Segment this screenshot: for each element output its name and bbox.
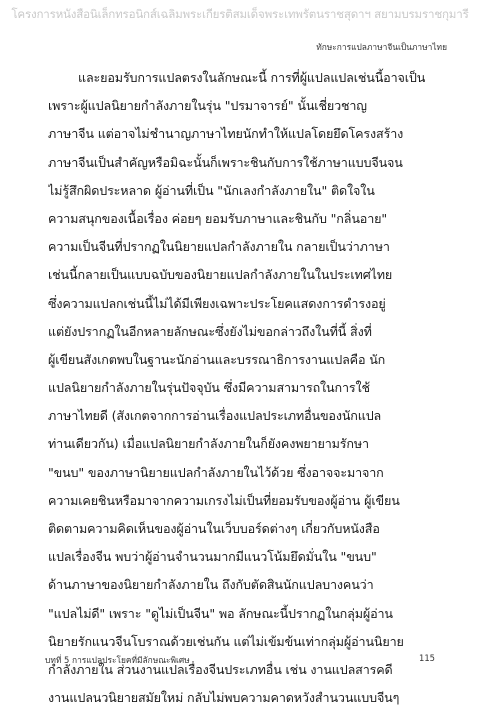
- body-line: ภาษาจีนเป็นสำคัญหรือมิฉะนั้นก็เพราะชินกับการใช้ภาษาแบบจีนจน: [48, 154, 403, 170]
- body-line: ความสนุกของเนื้อเรื่อง ค่อยๆ ยอมรับภาษาและชินกับ "กลิ่นอาย": [48, 210, 387, 226]
- body-line: ซึ่งความแปลกเช่นนี้ไม่ได้มีเพียงเฉพาะประโยคแสดงการดำรงอยู่: [48, 295, 386, 311]
- chapter-title: บทที่ 5 การแปลประโยคที่มีลักษณะพิเศษ: [45, 655, 190, 665]
- body-line: ติดตามความคิดเห็นของผู้อ่านในเว็บบอร์ดต่างๆ เกี่ยวกับหนังสือ: [48, 521, 380, 536]
- body-line: นิยายรักแนวจีนโบราณด้วยเช่นกัน แต่ไม่เข้มข้นเท่ากลุ่มผู้อ่านนิยาย: [48, 633, 404, 649]
- body-line: ผู้เขียนสังเกตพบในฐานะนักอ่านและบรรณาธิการงานแปลคือ นัก: [48, 351, 386, 367]
- body-line: งานแปลนวนิยายสมัยใหม่ กลับไม่พบความคาดหวังสำนวนแบบจีนๆ: [48, 690, 400, 706]
- body-line: แปลเรื่องจีน พบว่าผู้อ่านจำนวนมากมีแนวโน้มยึดมั่นใน "ขนบ": [48, 549, 377, 565]
- body-paragraph: [48, 64, 436, 712]
- body-line: ท่านเดียวกัน) เมื่อแปลนิยายกำลังภายในก็ยังคงพยายามรักษา: [48, 436, 369, 452]
- body-line: ไม่รู้สึกผิดประหลาด ผู้อ่านที่เป็น "นักเลงกำลังภายใน" ติดใจใน: [48, 182, 375, 198]
- body-line: เช่นนี้กลายเป็นแบบฉบับของนิยายแปลกำลังภายในในประเทศไทย: [48, 267, 393, 283]
- body-line: ความเป็นจีนที่ปรากฏในนิยายแปลกำลังภายใน กลายเป็นว่าภาษา: [48, 239, 390, 255]
- body-line: ความเคยชินหรือมาจากความเกรงไม่เป็นที่ยอมรับของผู้อ่าน ผู้เขียน: [48, 492, 400, 508]
- body-line: เพราะผู้แปลนิยายกำลังภายในรุ่น "ปรมาจารย์" นั้นเชี่ยวชาญ: [48, 98, 367, 114]
- body-line: และยอมรับการแปลตรงในลักษณะนี้ การที่ผู้แปลแปลเช่นนี้อาจเป็น: [78, 70, 426, 85]
- body-line: กำลังภายใน ส่วนงานแปลเรื่องจีนประเภทอื่น เช่น งานแปลสารคดี: [48, 661, 393, 677]
- body-line: แต่ยังปรากฏในอีกหลายลักษณะซึ่งยังไม่ขอกล่าวถึงในที่นี้ สิ่งที่: [48, 323, 372, 339]
- body-line: ภาษาไทยดี (สังเกตจากการอ่านเรื่องแปลประเภทอื่นของนักแปล: [48, 408, 382, 424]
- body-line: "ขนบ" ของภาษานิยายแปลกำลังภายในไว้ด้วย ซึ่งอาจจะมาจาก: [48, 464, 384, 480]
- body-line: ด้านภาษาของนิยายกำลังภายใน ถึงกับตัดสินนักแปลบางคนว่า: [48, 577, 374, 593]
- body-line: ภาษาจีน แต่อาจไม่ชำนาญภาษาไทยนักทำให้แปลโดยยึดโครงสร้าง: [48, 126, 404, 142]
- running-head: ทักษะการแปลภาษาจีนเป็นภาษาไทย: [316, 42, 447, 52]
- page-number: 115: [419, 653, 435, 663]
- watermark: โครงการหนังสือนิเล็กทรอนิกส์เฉลิมพระเกียรติสมเด็จพระเทพรัตนราชสุดาฯ สยามบรมราชกุมารี: [11, 7, 469, 21]
- body-line: แปลนิยายกำลังภายในรุ่นปัจจุบัน ซึ่งมีความสามารถในการใช้: [48, 380, 370, 396]
- body-line: "แปลไม่ดี" เพราะ "ดูไม่เป็นจีน" พอ ลักษณะนี้ปรากฏในกลุ่มผู้อ่าน: [48, 605, 393, 621]
